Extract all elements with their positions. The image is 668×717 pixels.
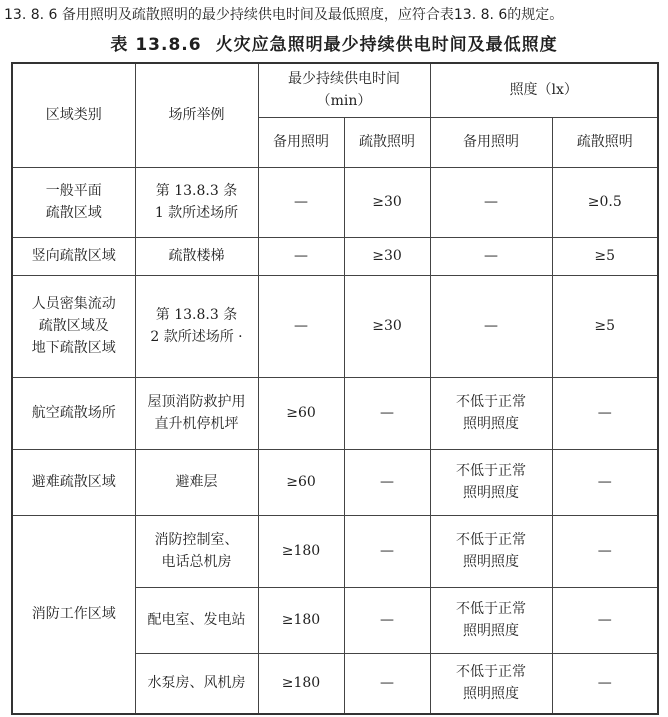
header-area: 区域类别: [12, 63, 135, 167]
cell-area: 消防工作区域: [12, 515, 135, 714]
cell-duration-backup: ≥60: [258, 449, 344, 515]
cell-illuminance-evac: —: [552, 653, 658, 714]
table-row: [12, 377, 658, 449]
cell-place: 第 13.8.3 条 2 款所述场所 ·: [135, 275, 258, 377]
header-illuminance-evac: 疏散照明: [552, 117, 658, 167]
cell-duration-backup: ≥180: [258, 515, 344, 587]
cell-illuminance-backup: 不低于正常 照明照度: [430, 377, 552, 449]
table-row: [12, 449, 658, 515]
table-title: 火灾应急照明最少持续供电时间及最低照度: [215, 35, 558, 55]
cell-place: 避难层: [135, 449, 258, 515]
emergency-lighting-table: [11, 62, 659, 715]
header-illuminance: 照度（lx）: [430, 63, 658, 117]
cell-illuminance-backup: —: [430, 237, 552, 275]
header-duration-evac: 疏散照明: [344, 117, 430, 167]
cell-illuminance-evac: —: [552, 377, 658, 449]
cell-place: 疏散楼梯: [135, 237, 258, 275]
cell-place: 配电室、发电站: [135, 587, 258, 653]
cell-area: 一般平面 疏散区域: [12, 167, 135, 237]
cell-place: 屋顶消防救护用 直升机停机坪: [135, 377, 258, 449]
table-caption: [0, 32, 668, 58]
cell-duration-evac: —: [344, 587, 430, 653]
cell-duration-evac: ≥30: [344, 167, 430, 237]
cell-duration-backup: —: [258, 237, 344, 275]
header-row-1: [12, 63, 658, 117]
cell-duration-evac: —: [344, 653, 430, 714]
intro-text: 13. 8. 6 备用照明及疏散照明的最少持续供电时间及最低照度，应符合表13. 8. 6的规定。: [4, 7, 564, 23]
cell-duration-evac: ≥30: [344, 275, 430, 377]
cell-duration-backup: ≥180: [258, 587, 344, 653]
cell-illuminance-backup: 不低于正常 照明照度: [430, 449, 552, 515]
cell-duration-evac: —: [344, 377, 430, 449]
cell-duration-backup: ≥180: [258, 653, 344, 714]
cell-illuminance-backup: 不低于正常 照明照度: [430, 587, 552, 653]
cell-duration-evac: —: [344, 449, 430, 515]
cell-illuminance-evac: ≥5: [552, 275, 658, 377]
cell-area: 避难疏散区域: [12, 449, 135, 515]
cell-illuminance-backup: —: [430, 167, 552, 237]
table-row: [12, 515, 658, 587]
cell-place: 消防控制室、 电话总机房: [135, 515, 258, 587]
cell-illuminance-evac: ≥0.5: [552, 167, 658, 237]
cell-illuminance-evac: —: [552, 587, 658, 653]
cell-area: 人员密集流动 疏散区域及 地下疏散区域: [12, 275, 135, 377]
cell-duration-evac: ≥30: [344, 237, 430, 275]
cell-illuminance-evac: —: [552, 515, 658, 587]
cell-illuminance-evac: ≥5: [552, 237, 658, 275]
table-number: 表 13.8.6: [110, 35, 202, 55]
cell-illuminance-backup: 不低于正常 照明照度: [430, 515, 552, 587]
table-row: [12, 275, 658, 377]
cell-illuminance-evac: —: [552, 449, 658, 515]
header-duration-backup: 备用照明: [258, 117, 344, 167]
cell-duration-backup: ≥60: [258, 377, 344, 449]
header-place: 场所举例: [135, 63, 258, 167]
cell-area: 竖向疏散区域: [12, 237, 135, 275]
header-illuminance-backup: 备用照明: [430, 117, 552, 167]
cell-place: 第 13.8.3 条 1 款所述场所: [135, 167, 258, 237]
table-row: [12, 237, 658, 275]
cell-duration-backup: —: [258, 275, 344, 377]
cell-area: 航空疏散场所: [12, 377, 135, 449]
cell-place: 水泵房、风机房: [135, 653, 258, 714]
cell-illuminance-backup: —: [430, 275, 552, 377]
cell-illuminance-backup: 不低于正常 照明照度: [430, 653, 552, 714]
cell-duration-backup: —: [258, 167, 344, 237]
header-duration: 最少持续供电时间 （min）: [258, 63, 430, 117]
table-row: [12, 167, 658, 237]
cell-duration-evac: —: [344, 515, 430, 587]
